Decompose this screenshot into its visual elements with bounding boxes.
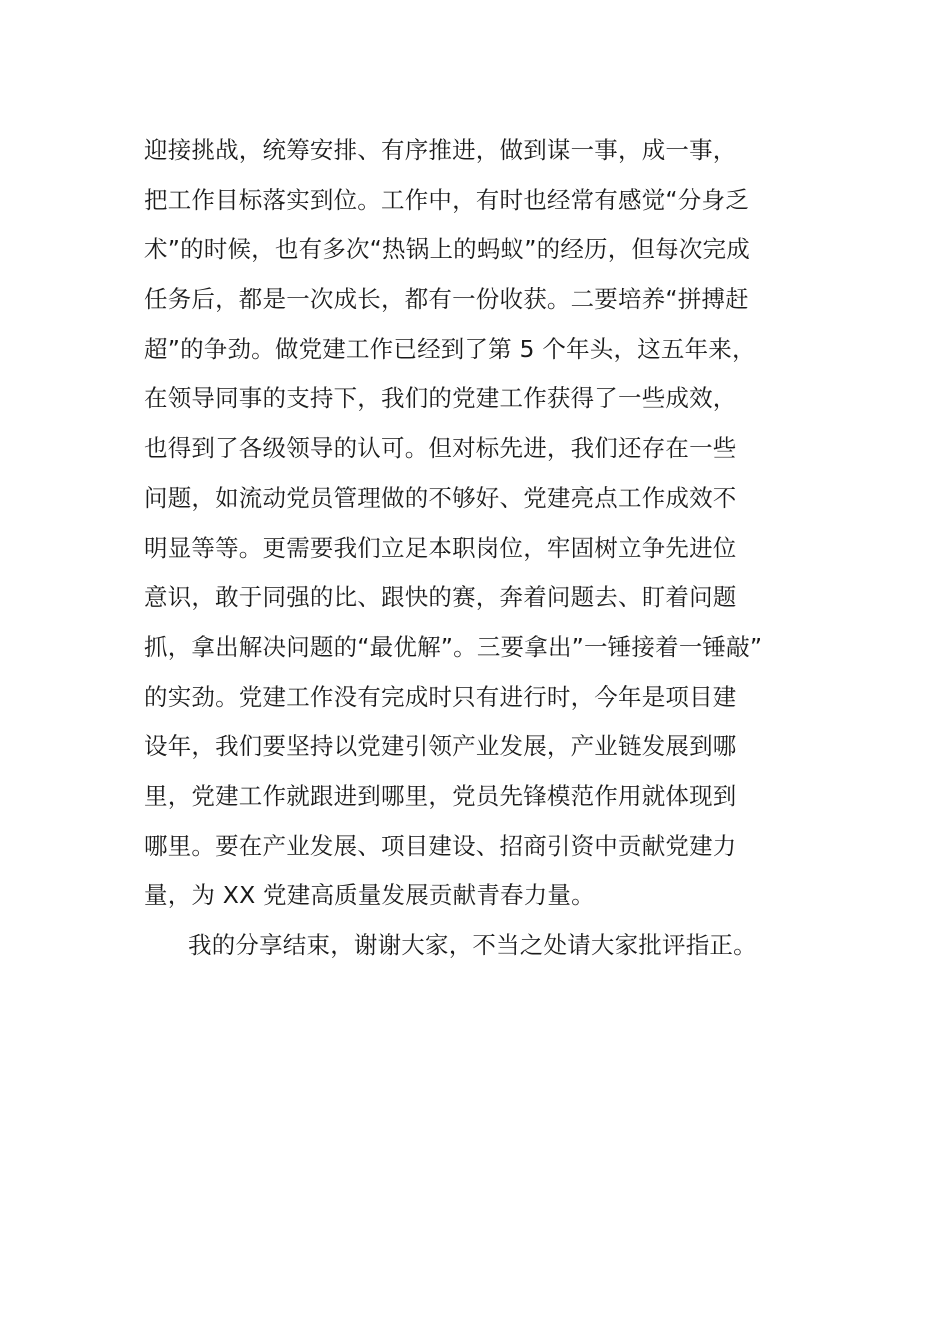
text-line: 设年，我们要坚持以党建引领产业发展，产业链发展到哪 — [144, 732, 737, 761]
text-line: 明显等等。更需要我们立足本职岗位，牢固树立争先进位 — [144, 533, 737, 562]
body-text — [144, 126, 824, 971]
text-line: 问题，如流动党员管理做的不够好、党建亮点工作成效不 — [144, 483, 737, 512]
text-line: 的实劲。党建工作没有完成时只有进行时，今年是项目建 — [144, 682, 737, 711]
text-line: 在领导同事的支持下，我们的党建工作获得了一些成效， — [144, 384, 737, 413]
text-line: 任务后，都是一次成长，都有一份收获。二要培养“拼搏赶 — [144, 285, 749, 314]
text-line: 抓，拿出解决问题的“最优解”。三要拿出”一锤接着一锤敲” — [144, 632, 763, 661]
text-line: 哪里。要在产业发展、项目建设、招商引资中贡献党建力 — [144, 831, 737, 860]
text-line: 术”的时候，也有多次“热锅上的蚂蚁”的经历，但每次完成 — [144, 235, 750, 264]
text-line: 迎接挑战，统筹安排、有序推进，做到谋一事，成一事， — [144, 136, 737, 164]
text-line: 把工作目标落实到位。工作中，有时也经常有感觉“分身乏 — [144, 185, 749, 214]
text-line: 量，为 XX 党建高质量发展贡献青春力量。 — [144, 881, 595, 910]
text-line: 超”的争劲。做党建工作已经到了第 5 个年头，这五年来， — [144, 334, 756, 363]
text-line: 意识，敢于同强的比、跟快的赛，奔着问题去、盯着问题 — [144, 583, 737, 612]
closing-line: 我的分享结束，谢谢大家，不当之处请大家批评指正。 — [188, 931, 757, 959]
text-line: 里，党建工作就跟进到哪里，党员先锋模范作用就体现到 — [144, 781, 737, 810]
text-line: 也得到了各级领导的认可。但对标先进，我们还存在一些 — [144, 434, 737, 463]
